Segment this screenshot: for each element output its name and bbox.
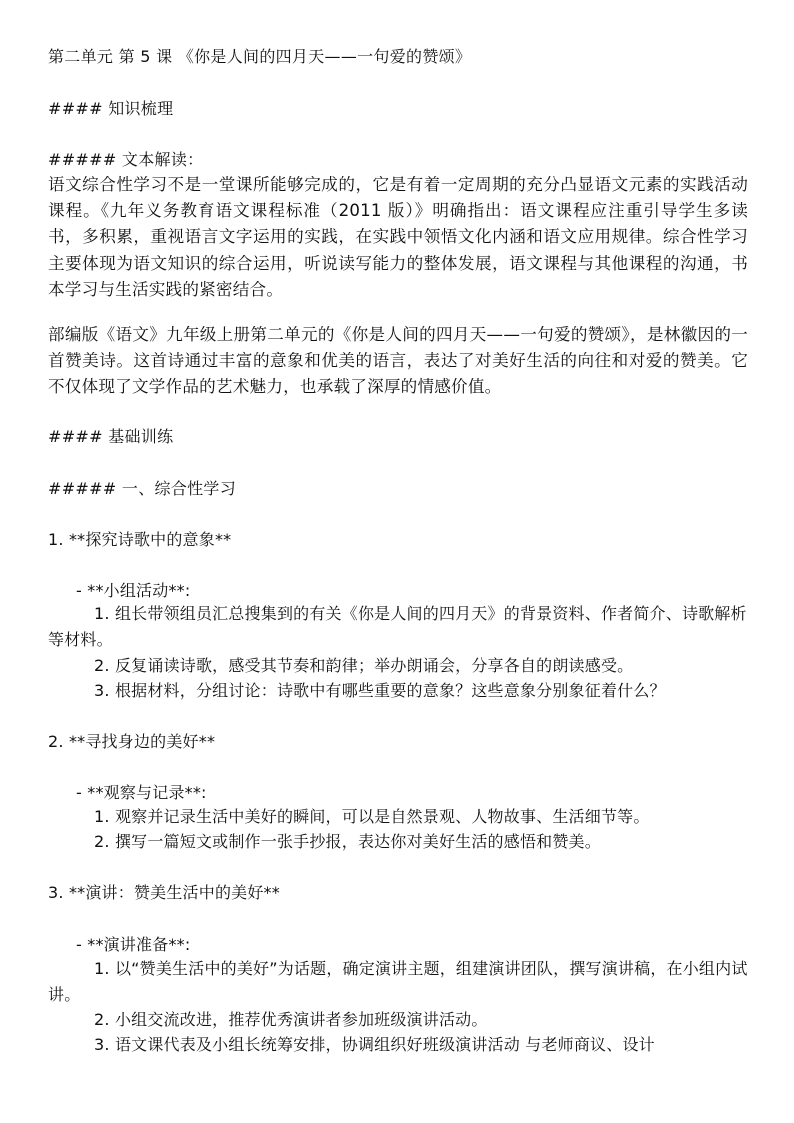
section-2-subheading: - **观察与记录**: bbox=[76, 783, 207, 802]
section-3-item-3: 3. 语文课代表及小组长统筹安排，协调组织好班级演讲活动 与老师商议、设计 bbox=[94, 1035, 655, 1054]
paragraph-comprehensive-learning: 语文综合性学习不是一堂课所能够完成的，它是有着一定周期的充分凸显语文元素的实践活动课程。《九年义务教育语文课程标准（2011 版）》明确指出：语文课程应注重引导学生多读书，多积累，重视语言文字运用的实践，在实践中领悟文化内涵和语文应用规律。综合性学习主要体现为语文知识的综合运用，听说读写能力的整体发展，语文课程与其他课程的沟通，书本学习与生活实践的紧密结合。 bbox=[48, 175, 748, 299]
section-3-title: 3. **演讲：赞美生活中的美好** bbox=[48, 883, 280, 902]
section-1-item-1: 1. 组长带领组员汇总搜集到的有关《你是人间的四月天》的背景资料、作者简介、诗歌解析等材料。 bbox=[48, 604, 747, 649]
paragraph-poem-intro: 部编版《语文》九年级上册第二单元的《你是人间的四月天——一句爱的赞颂》，是林徽因的一首赞美诗。这首诗通过丰富的意象和优美的语言，表达了对美好生活的向往和对爱的赞美。它不仅体现了文学作品的艺术魅力，也承载了深厚的情感价值。 bbox=[48, 325, 748, 397]
heading-text-reading: ##### 文本解读： bbox=[48, 150, 204, 169]
heading-knowledge: #### 知识梳理 bbox=[48, 99, 174, 118]
section-2-title: 2. **寻找身边的美好** bbox=[48, 732, 216, 751]
heading-comprehensive-study: ##### 一、综合性学习 bbox=[48, 479, 237, 498]
section-1-item-2: 2. 反复诵读诗歌，感受其节奏和韵律；举办朗诵会，分享各自的朗读感受。 bbox=[94, 656, 634, 675]
section-1-item-3: 3. 根据材料，分组讨论：诗歌中有哪些重要的意象？这些意象分别象征着什么？ bbox=[94, 681, 666, 700]
section-1-title: 1. **探究诗歌中的意象** bbox=[48, 530, 232, 549]
section-1-subheading: - **小组活动**: bbox=[76, 581, 191, 600]
heading-basic-training: #### 基础训练 bbox=[48, 427, 174, 446]
section-3-item-1: 1. 以“赞美生活中的美好”为话题，确定演讲主题，组建演讲团队，撰写演讲稿，在小组内试讲。 bbox=[48, 959, 748, 1004]
section-2-item-2: 2. 撰写一篇短文或制作一张手抄报，表达你对美好生活的感悟和赞美。 bbox=[94, 832, 601, 851]
section-3-item-2: 2. 小组交流改进，推荐优秀演讲者参加班级演讲活动。 bbox=[94, 1010, 488, 1029]
section-2-item-1: 1. 观察并记录生活中美好的瞬间，可以是自然景观、人物故事、生活细节等。 bbox=[94, 807, 650, 826]
section-3-subheading: - **演讲准备**: bbox=[76, 935, 191, 954]
lesson-title: 第二单元 第 5 课 《你是人间的四月天——一句爱的赞颂》 bbox=[48, 47, 472, 66]
